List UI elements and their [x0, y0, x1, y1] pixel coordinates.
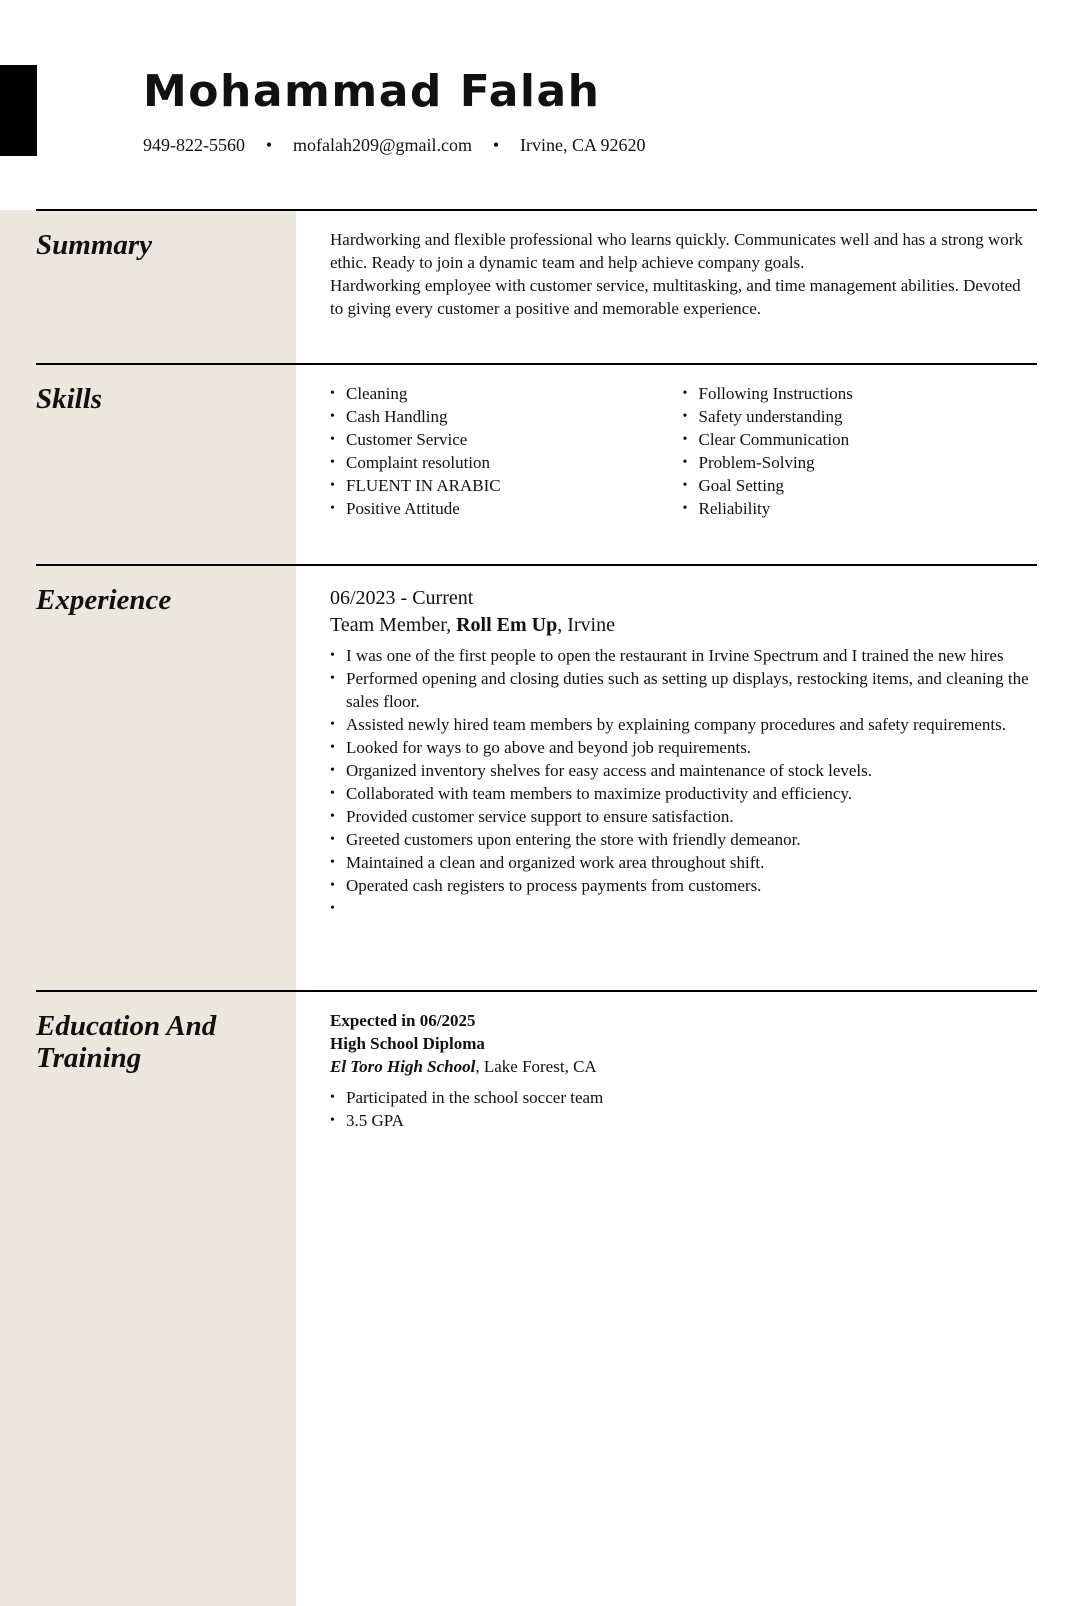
experience-item: • Provided customer service support to ensure satisfaction.	[330, 805, 1035, 828]
skill-item: • Cleaning	[330, 382, 683, 405]
experience-item: • Performed opening and closing duties such as setting up displays, restocking items, and cleaning the sales floor.	[330, 667, 1035, 713]
skill-item: • Goal Setting	[683, 474, 1036, 497]
education-bullets	[330, 1086, 1035, 1132]
education-expected-date: Expected in 06/2025	[330, 1011, 476, 1030]
education-item: • 3.5 GPA	[330, 1109, 1035, 1132]
skill-item: • Reliability	[683, 497, 1036, 520]
skill-item: • Problem-Solving	[683, 451, 1036, 474]
summary-paragraph: Hardworking employee with customer service, multitasking, and time management abilities. Devoted to giving every customer a positive and memorable experience.	[330, 276, 1021, 318]
section-title-skills: Skills	[36, 383, 103, 415]
experience-item: • Greeted customers upon entering the store with friendly demeanor.	[330, 828, 1035, 851]
skills-list-right	[683, 382, 1036, 520]
summary-body	[330, 228, 1035, 320]
location: Irvine, CA 92620	[520, 135, 646, 155]
skill-item: • Customer Service	[330, 428, 683, 451]
job-title-line	[330, 612, 1035, 639]
education-school-name: El Toro High School	[330, 1057, 476, 1076]
experience-bullets	[330, 644, 1035, 920]
skill-item: • Positive Attitude	[330, 497, 683, 520]
education-item: • Participated in the school soccer team	[330, 1086, 1035, 1109]
section-title-education: Education And Training	[36, 1010, 217, 1074]
skills-body	[330, 382, 1035, 520]
contact-separator: •	[492, 135, 500, 155]
experience-item: • Collaborated with team members to maximize productivity and efficiency.	[330, 782, 1035, 805]
experience-item: • I was one of the first people to open the restaurant in Irvine Spectrum and I trained the new hires	[330, 644, 1035, 667]
experience-body	[330, 584, 1035, 920]
contact-separator: •	[265, 135, 273, 155]
education-body	[330, 1009, 1035, 1132]
job-company: Roll Em Up	[456, 614, 558, 636]
header-accent-bar	[0, 65, 37, 156]
skills-section	[36, 363, 1037, 565]
candidate-name: Mohammad Falah	[143, 66, 601, 117]
experience-item: • Organized inventory shelves for easy access and maintenance of stock levels.	[330, 759, 1035, 782]
section-title-summary: Summary	[36, 229, 153, 261]
job-date: 06/2023 - Current	[330, 587, 474, 609]
education-school-location: , Lake Forest, CA	[475, 1057, 597, 1076]
summary-paragraph: Hardworking and flexible professional who learns quickly. Communicates well and has a strong work ethic. Ready to join a dynamic team and help achieve company goals.	[330, 230, 1023, 272]
experience-section	[36, 564, 1037, 991]
skill-item: • Complaint resolution	[330, 451, 683, 474]
experience-item: • Assisted newly hired team members by explaining company procedures and safety requirements.	[330, 713, 1035, 736]
summary-section	[36, 209, 1037, 363]
experience-item: • Maintained a clean and organized work area throughout shift.	[330, 851, 1035, 874]
education-degree: High School Diploma	[330, 1034, 485, 1053]
education-school-line	[330, 1055, 1035, 1078]
skills-columns	[330, 382, 1035, 520]
experience-item	[330, 897, 1035, 920]
job-city: , Irvine	[557, 614, 615, 636]
email-address: mofalah209@gmail.com	[293, 135, 473, 155]
phone-number: 949-822-5560	[143, 135, 245, 155]
skill-item: • Clear Communication	[683, 428, 1036, 451]
education-section	[36, 990, 1037, 1292]
skill-item: • Safety understanding	[683, 405, 1036, 428]
skills-list-left	[330, 382, 683, 520]
skill-item: • Cash Handling	[330, 405, 683, 428]
job-comma: ,	[446, 614, 457, 636]
skill-item: • FLUENT IN ARABIC	[330, 474, 683, 497]
contact-line	[143, 134, 646, 156]
skill-item: • Following Instructions	[683, 382, 1036, 405]
section-title-experience: Experience	[36, 584, 172, 616]
experience-item: • Looked for ways to go above and beyond job requirements.	[330, 736, 1035, 759]
job-position: Team Member	[330, 614, 447, 636]
experience-item: • Operated cash registers to process payments from customers.	[330, 874, 1035, 897]
